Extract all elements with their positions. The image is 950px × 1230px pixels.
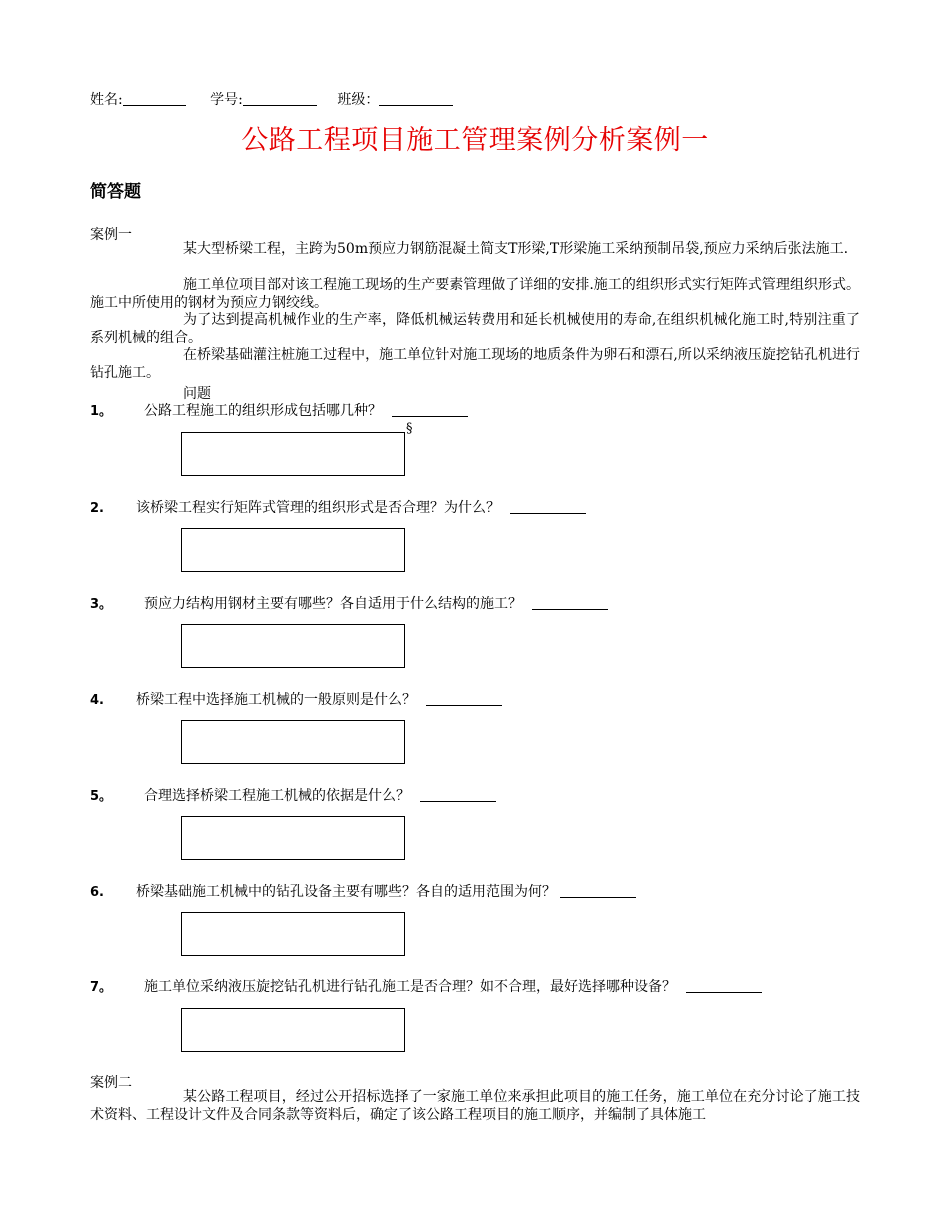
case1-paragraph: 在桥梁基础灌注桩施工过程中，施工单位针对施工现场的地质条件为卵石和漂石,所以采纳液压旋挖钻孔机进行钻孔施工。 <box>90 347 860 381</box>
answer-box[interactable] <box>181 720 405 764</box>
answer-blank[interactable] <box>532 597 608 610</box>
answer-box[interactable] <box>181 432 405 476</box>
name-label: 姓名: <box>90 92 123 108</box>
section-title: 简答题 <box>90 182 141 202</box>
question-number: 6. <box>90 885 104 900</box>
question-number: 2. <box>90 501 104 516</box>
question-number: 7。 <box>90 980 113 995</box>
class-blank[interactable] <box>379 91 453 106</box>
question-number: 4. <box>90 693 104 708</box>
answer-blank[interactable] <box>560 885 636 898</box>
name-blank[interactable] <box>123 91 186 106</box>
section-mark: § <box>406 421 413 436</box>
case1-paragraph: 为了达到提高机械作业的生产率，降低机械运转费用和延长机械使用的寿命,在组织机械化施工时,特别注重了系列机械的组合。 <box>90 312 860 346</box>
question-text: 桥梁基础施工机械中的钻孔设备主要有哪些？各自的适用范围为何？ <box>136 884 556 900</box>
case2-label: 案例二 <box>90 1075 132 1091</box>
question-item <box>90 976 762 996</box>
question-number: 1。 <box>90 404 113 419</box>
question-item <box>90 400 468 420</box>
question-text: 桥梁工程中选择施工机械的一般原则是什么？ <box>136 692 416 708</box>
answer-blank[interactable] <box>510 501 586 514</box>
document-title: 公路工程项目施工管理案例分析案例一 <box>241 125 709 156</box>
question-text: 施工单位采纳液压旋挖钻孔机进行钻孔施工是否合理？如不合理，最好选择哪种设备？ <box>144 979 676 995</box>
question-item <box>90 593 608 613</box>
student-info-line <box>90 89 453 109</box>
answer-box[interactable] <box>181 528 405 572</box>
questions-label: 问题 <box>183 386 211 402</box>
answer-box[interactable] <box>181 912 405 956</box>
answer-box[interactable] <box>181 624 405 668</box>
answer-blank[interactable] <box>420 789 496 802</box>
question-text: 预应力结构用钢材主要有哪些？各自适用于什么结构的施工？ <box>144 596 522 612</box>
question-item <box>90 497 586 517</box>
question-item <box>90 689 502 709</box>
class-label: 班级： <box>337 92 380 108</box>
question-item <box>90 881 636 901</box>
answer-blank[interactable] <box>392 404 468 417</box>
answer-blank[interactable] <box>686 980 762 993</box>
student-id-label: 学号: <box>210 92 243 108</box>
answer-box[interactable] <box>181 816 405 860</box>
case1-label: 案例一 <box>90 227 132 243</box>
case1-paragraph: 某大型桥梁工程，主跨为50m预应力钢筋混凝土简支T形梁,T形梁施工采纳预制吊袋,预应力采纳后张法施工. <box>183 241 849 257</box>
question-item <box>90 785 496 805</box>
question-text: 该桥梁工程实行矩阵式管理的组织形式是否合理？为什么？ <box>136 500 500 516</box>
case2-paragraph: 某公路工程项目，经过公开招标选择了一家施工单位来承担此项目的施工任务，施工单位在充分讨论了施工技术资料、工程设计文件及合同条款等资料后，确定了该公路工程项目的施工顺序，并编制了具体施工 <box>90 1089 860 1123</box>
question-number: 5。 <box>90 789 113 804</box>
question-text: 合理选择桥梁工程施工机械的依据是什么？ <box>144 788 410 804</box>
answer-blank[interactable] <box>426 693 502 706</box>
case1-paragraph: 施工单位项目部对该工程施工现场的生产要素管理做了详细的安排.施工的组织形式实行矩阵式管理组织形式。施工中所使用的钢材为预应力钢绞线。 <box>90 277 860 311</box>
answer-box[interactable] <box>181 1008 405 1052</box>
question-text: 公路工程施工的组织形成包括哪几种？ <box>144 403 382 419</box>
question-number: 3。 <box>90 597 113 612</box>
student-id-blank[interactable] <box>243 91 317 106</box>
